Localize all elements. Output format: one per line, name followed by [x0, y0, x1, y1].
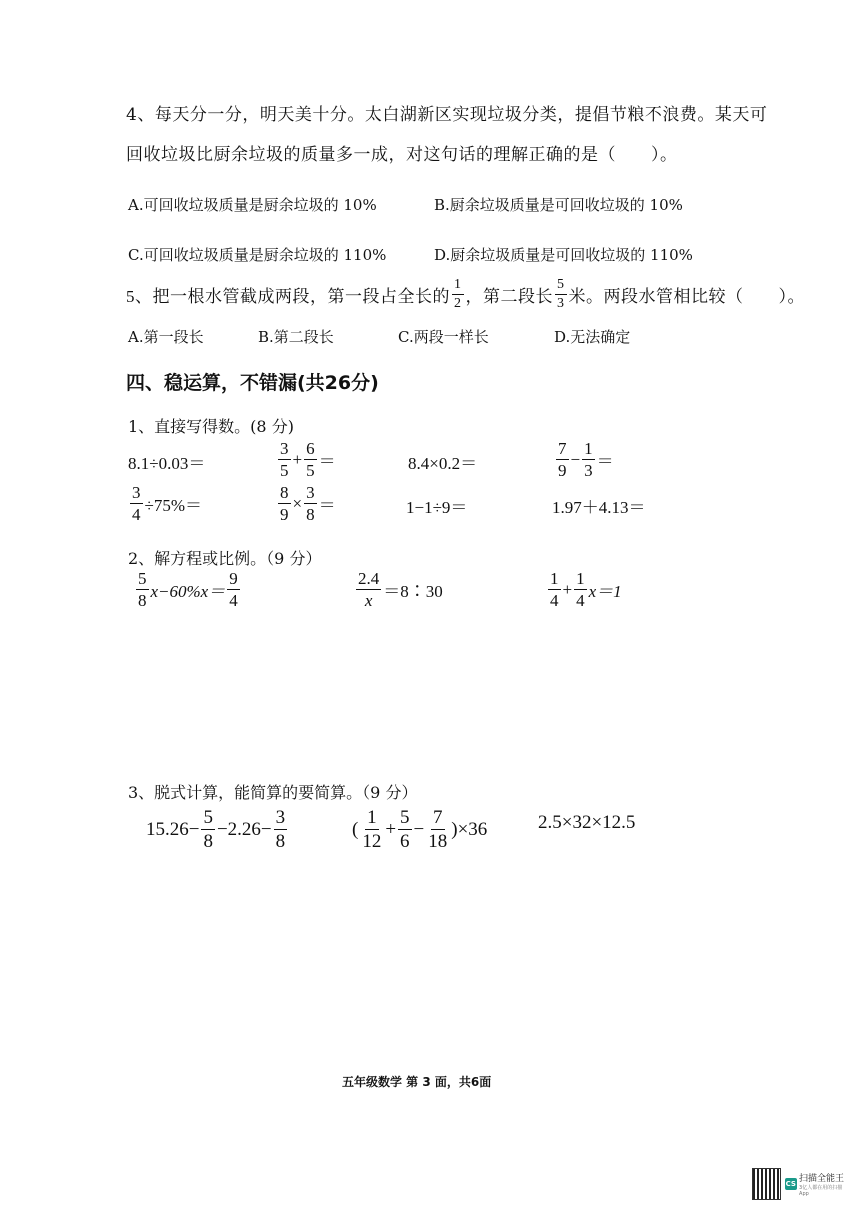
fraction: $\frac{8}{9}$ — [280, 483, 289, 524]
stepwise-calc-3: 2.5×32×12.5 — [538, 812, 636, 833]
fraction: $\frac{1}{12}$ — [362, 807, 382, 852]
q5-text-post: 米。两段水管相比较（ ）。 — [568, 287, 805, 306]
calc-6: $\frac{8}{9}$ × $\frac{3}{8}$ ＝ — [280, 483, 336, 524]
fraction: $\frac{5}{8}$ — [138, 569, 147, 610]
equation-1: $\frac{5}{8}$ x−60%x＝ $\frac{9}{4}$ — [138, 569, 238, 610]
fraction: $\frac{9}{4}$ — [229, 569, 238, 610]
calc-7: 1−1÷9＝ — [406, 497, 468, 517]
calc-8: 1.97＋4.13＝ — [552, 497, 646, 517]
equation-3: $\frac{1}{4}$ + $\frac{1}{4}$ x＝1 — [550, 569, 622, 610]
calc-2: $\frac{3}{5}$ + $\frac{6}{5}$ ＝ — [280, 439, 336, 480]
q5-text-pre: 5、把一根水管截成两段，第一段占全长的 — [126, 287, 450, 306]
q4-line2: 回收垃圾比厨余垃圾的质量多一成，对这句话的理解正确的是（ ）。 — [126, 145, 678, 165]
fraction: $\frac{3}{4}$ — [132, 483, 141, 524]
fraction: $\frac{5}{8}$ — [203, 807, 213, 852]
q5-fraction-1: $\frac{1}{2}$ — [454, 277, 462, 311]
q4-option-c: C.可回收垃圾质量是厨余垃圾的 110% — [128, 246, 387, 264]
stepwise-calc-1: 15.26− $\frac{5}{8}$ −2.26− $\frac{3}{8}$ — [146, 807, 286, 852]
fraction: $\frac{3}{8}$ — [275, 807, 286, 852]
fraction: $\frac{1}{3}$ — [584, 439, 593, 480]
fraction: $\frac{1}{4}$ — [576, 569, 585, 610]
fraction: $\frac{3}{8}$ — [306, 483, 315, 524]
q4-option-d: D.厨余垃圾质量是可回收垃圾的 110% — [434, 246, 693, 264]
equation-2: $\frac{2.4}{x}$ ＝8∶30 — [358, 569, 443, 610]
part3-title: 3、脱式计算，能简算的要简算。（9 分） — [128, 783, 418, 802]
camscanner-logo-icon: CS — [785, 1180, 796, 1188]
fraction: $\frac{6}{5}$ — [306, 439, 315, 480]
q4-line1: 4、每天分一分，明天美十分。太白湖新区实现垃圾分类，提倡节粮不浪费。某天可 — [126, 105, 768, 125]
part1-title: 1、直接写得数。(8 分) — [128, 417, 294, 436]
fraction: $\frac{5}{6}$ — [400, 807, 410, 852]
q5-option-c: C.两段一样长 — [398, 328, 489, 346]
scanner-watermark — [752, 1166, 846, 1202]
q5-stem — [126, 278, 805, 311]
fraction: $\frac{1}{4}$ — [550, 569, 559, 610]
page-footer: 五年级数学 第 3 面，共6面 — [342, 1075, 492, 1089]
part2-title: 2、解方程或比例。（9 分） — [128, 549, 322, 568]
watermark-tagline: 3亿人都在用的扫描App — [799, 1185, 843, 1197]
fraction: $\frac{7}{9}$ — [558, 439, 567, 480]
q4-option-b: B.厨余垃圾质量是可回收垃圾的 10% — [434, 196, 683, 214]
q4-option-a: A.可回收垃圾质量是厨余垃圾的 10% — [128, 196, 377, 214]
fraction: $\frac{7}{18}$ — [428, 807, 448, 852]
q5-option-a: A.第一段长 — [128, 328, 204, 346]
q5-option-d: D.无法确定 — [554, 328, 631, 346]
section-heading: 四、稳运算，不错漏(共26分) — [126, 372, 379, 394]
fraction: $\frac{2.4}{x}$ — [358, 569, 380, 610]
watermark-name: 扫描全能王 — [799, 1174, 845, 1184]
calc-3: 8.4×0.2＝ — [408, 453, 478, 473]
calc-1: 8.1÷0.03＝ — [128, 453, 206, 473]
q5-option-b: B.第二段长 — [258, 328, 334, 346]
calc-5: $\frac{3}{4}$ ÷75%＝ — [132, 483, 202, 524]
q5-fraction-2: $\frac{5}{3}$ — [557, 277, 565, 311]
stepwise-calc-2: ( $\frac{1}{12}$ + $\frac{5}{6}$ − $\frac{7}{18}$ )×36 — [352, 807, 488, 852]
calc-4: $\frac{7}{9}$ − $\frac{1}{3}$ ＝ — [558, 439, 614, 480]
fraction: $\frac{3}{5}$ — [280, 439, 289, 480]
q5-text-mid: ，第二段长 — [465, 287, 553, 306]
qr-code-icon — [752, 1168, 781, 1200]
